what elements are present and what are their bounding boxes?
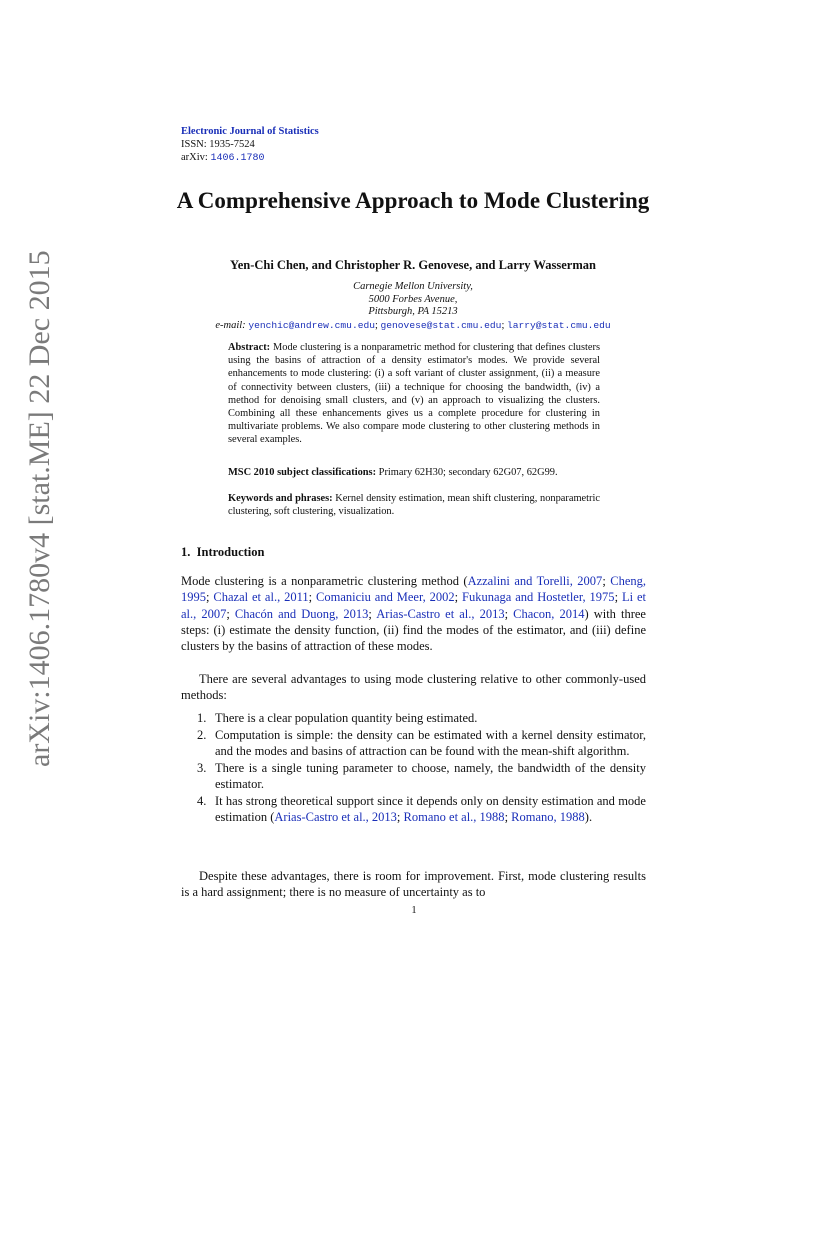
- intro-paragraph-3: Despite these advantages, there is room for improvement. First, mode clustering results is a hard assignment; there is no measure of uncertainty as to: [181, 869, 646, 900]
- email-link-wasserman[interactable]: larry@stat.cmu.edu: [506, 320, 611, 331]
- citation-link[interactable]: Li et al., 2007: [181, 590, 646, 621]
- citation-link[interactable]: Arias-Castro et al., 2013: [376, 606, 505, 621]
- arxiv-id-link[interactable]: 1406.1780: [210, 153, 265, 164]
- section-title: Introduction: [196, 545, 265, 559]
- email-link-chen[interactable]: yenchic@andrew.cmu.edu: [248, 320, 375, 331]
- abstract-label: Abstract:: [228, 342, 271, 353]
- email-separator: ;: [374, 320, 381, 331]
- list-text: It has strong theoretical support since it depends only on density estimation and mode estimation (: [215, 793, 646, 825]
- citation-link[interactable]: Romano et al., 1988: [403, 810, 505, 825]
- msc-classifications: [228, 466, 600, 479]
- arxiv-label: arXiv:: [181, 152, 211, 163]
- page-number: 1: [411, 905, 417, 916]
- list-item: [197, 760, 646, 793]
- citation-separator: ;: [602, 574, 611, 588]
- list-text: Computation is simple: the density can be estimated with a kernel density estimator, and the modes and basins of attraction can be found with the mean-shift algorithm.: [215, 727, 646, 759]
- email-line: [150, 320, 676, 331]
- citation-separator: ;: [504, 606, 514, 621]
- msc-text: Primary 62H30; secondary 62G07, 62G99.: [376, 467, 558, 478]
- list-item: [197, 710, 646, 726]
- email-separator: ;: [501, 320, 507, 331]
- paper-title: A Comprehensive Approach to Mode Clustering: [176, 188, 650, 213]
- citation-separator: ;: [368, 606, 377, 621]
- list-number: 1.: [197, 711, 207, 725]
- msc-label: MSC 2010 subject classifications:: [228, 467, 377, 478]
- journal-header: [181, 125, 319, 165]
- keywords: [228, 492, 600, 518]
- arxiv-stamp-text: arXiv:1406.1780v4 [stat.ME] 22 Dec 2015: [23, 250, 56, 767]
- citation-link[interactable]: Chacón and Duong, 2013: [234, 606, 369, 621]
- email-label: e-mail:: [215, 320, 249, 331]
- list-item: [197, 793, 646, 826]
- section-heading: [181, 545, 264, 560]
- keywords-label: Keywords and phrases:: [228, 493, 333, 504]
- intro-paragraph-1: [181, 573, 646, 654]
- list-number: 4.: [197, 793, 207, 808]
- list-item: [197, 727, 646, 760]
- section-number: 1.: [181, 545, 191, 559]
- citation-separator: ;: [226, 606, 235, 621]
- list-text-end: ).: [584, 810, 593, 825]
- abstract-text: Mode clustering is a nonparametric method for clustering that defines clusters using the basins of attraction of a density estimator's modes. We provide several enhancements to mode clustering: (i) a soft variant of cluster assignment, (ii) a measure of connectivity between clusters, (iii) a technique for choosing the bandwidth, (iv) a method for denoising small clusters, and (v) an approach to visualizing the clusters. Combining all these enhancements gives us a complete procedure for clustering in multivariate problems. We also compare mode clustering to other clustering methods in several examples.: [228, 342, 600, 446]
- advantages-list: [197, 710, 646, 826]
- para-text: Mode clustering is a nonparametric clustering method (: [181, 574, 468, 588]
- email-link-genovese[interactable]: genovese@stat.cmu.edu: [380, 320, 502, 331]
- list-number: 3.: [197, 760, 207, 775]
- citation-separator: ;: [614, 590, 622, 605]
- citation-separator: ;: [308, 590, 317, 605]
- affiliation-line-2: 5000 Forbes Avenue,: [368, 293, 458, 305]
- affiliation-line-3: Pittsburgh, PA 15213: [368, 306, 458, 317]
- keywords-text: Kernel density estimation, mean shift clustering, nonparametric clustering, soft clustering, visualization.: [228, 493, 601, 518]
- citation-link[interactable]: Cheng, 1995: [181, 574, 646, 605]
- citation-separator: ;: [454, 590, 463, 605]
- abstract: [228, 341, 600, 447]
- list-text: There is a clear population quantity being estimated.: [215, 711, 478, 725]
- citation-link[interactable]: Comaniciu and Meer, 2002: [316, 590, 455, 605]
- citation-link[interactable]: Chacon, 2014: [513, 606, 585, 621]
- affiliation: [170, 281, 656, 319]
- citation-link[interactable]: Romano, 1988: [511, 810, 585, 825]
- journal-issn: ISSN: 1935-7524: [181, 139, 255, 150]
- citation-separator: ;: [504, 810, 512, 825]
- para-text: ) with three steps: (i) estimate the density function, (ii) find the modes of the estimator, and (iii) define clusters by the basins of attraction of these modes.: [181, 606, 646, 654]
- list-number: 2.: [197, 727, 207, 742]
- paper-authors: Yen-Chi Chen, and Christopher R. Genovese, and Larry Wasserman: [230, 258, 596, 272]
- citation-link[interactable]: Arias-Castro et al., 2013: [274, 810, 397, 825]
- citation-separator: ;: [206, 590, 214, 605]
- arxiv-sidebar-stamp: [22, 250, 58, 1257]
- affiliation-line-1: Carnegie Mellon University,: [353, 281, 473, 292]
- journal-name-link[interactable]: Electronic Journal of Statistics: [181, 126, 319, 137]
- intro-paragraph-2: There are several advantages to using mode clustering relative to other commonly-used methods:: [181, 672, 646, 703]
- citation-link[interactable]: Chazal et al., 2011: [213, 590, 309, 605]
- citation-separator: ;: [396, 810, 404, 825]
- list-text: There is a single tuning parameter to choose, namely, the bandwidth of the density estimator.: [215, 760, 646, 792]
- citation-link[interactable]: Fukunaga and Hostetler, 1975: [462, 590, 615, 605]
- citation-link[interactable]: Azzalini and Torelli, 2007: [467, 574, 603, 588]
